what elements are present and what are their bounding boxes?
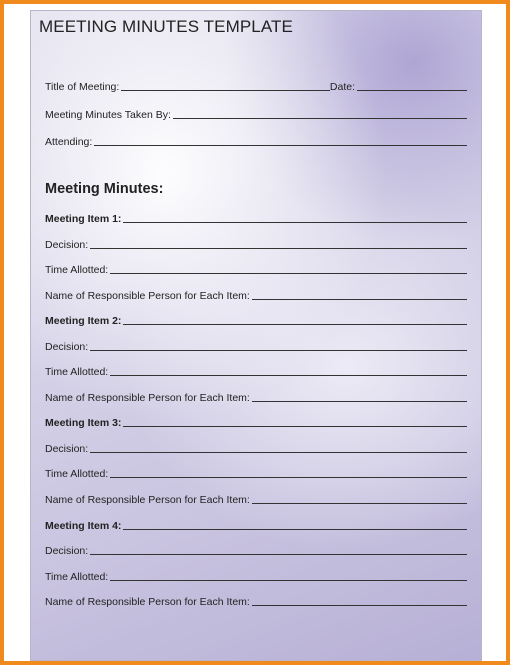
responsible-person-field[interactable] bbox=[252, 401, 467, 402]
time-allotted-row bbox=[45, 571, 467, 583]
decision-label: Decision: bbox=[45, 239, 89, 251]
time-allotted-row bbox=[45, 468, 467, 480]
attending-row bbox=[45, 136, 467, 148]
responsible-person-row bbox=[45, 290, 467, 302]
title-date-row bbox=[45, 81, 467, 93]
taken-by-row bbox=[45, 109, 467, 121]
responsible-person-row bbox=[45, 392, 467, 404]
meeting-item-row bbox=[45, 315, 467, 327]
meeting-item-label: Meeting Item 1: bbox=[45, 213, 122, 225]
decision-field[interactable] bbox=[90, 350, 467, 351]
document-title: MEETING MINUTES TEMPLATE bbox=[39, 17, 293, 36]
date-label: Date: bbox=[329, 81, 355, 93]
time-allotted-row bbox=[45, 366, 467, 378]
time-allotted-field[interactable] bbox=[110, 375, 467, 376]
time-allotted-label: Time Allotted: bbox=[45, 366, 109, 378]
meeting-item-row bbox=[45, 417, 467, 429]
meeting-item-field[interactable] bbox=[123, 529, 467, 530]
taken-by-field[interactable] bbox=[173, 118, 467, 119]
time-allotted-field[interactable] bbox=[110, 273, 467, 274]
time-allotted-field[interactable] bbox=[110, 580, 467, 581]
responsible-person-row bbox=[45, 596, 467, 608]
time-allotted-label: Time Allotted: bbox=[45, 264, 109, 276]
decision-row bbox=[45, 341, 467, 353]
responsible-person-row bbox=[45, 494, 467, 506]
meeting-item-row bbox=[45, 213, 467, 225]
responsible-person-field[interactable] bbox=[252, 503, 467, 504]
meeting-item-field[interactable] bbox=[123, 426, 467, 427]
decision-field[interactable] bbox=[90, 452, 467, 453]
meeting-item-label: Meeting Item 3: bbox=[45, 417, 122, 429]
decision-row bbox=[45, 443, 467, 455]
meeting-item-row bbox=[45, 520, 467, 532]
meeting-item-field[interactable] bbox=[123, 222, 467, 223]
date-field[interactable] bbox=[357, 90, 467, 91]
meeting-item-label: Meeting Item 4: bbox=[45, 520, 122, 532]
meeting-item-field[interactable] bbox=[123, 324, 467, 325]
title-of-meeting-label: Title of Meeting: bbox=[45, 81, 120, 93]
responsible-person-label: Name of Responsible Person for Each Item: bbox=[45, 494, 250, 506]
responsible-person-field[interactable] bbox=[252, 605, 467, 606]
attending-label: Attending: bbox=[45, 136, 93, 148]
decision-field[interactable] bbox=[90, 554, 467, 555]
responsible-person-label: Name of Responsible Person for Each Item: bbox=[45, 290, 250, 302]
decision-label: Decision: bbox=[45, 443, 89, 455]
decision-label: Decision: bbox=[45, 545, 89, 557]
template-sheet bbox=[30, 10, 482, 661]
time-allotted-label: Time Allotted: bbox=[45, 571, 109, 583]
decision-row bbox=[45, 545, 467, 557]
decision-label: Decision: bbox=[45, 341, 89, 353]
meeting-item-label: Meeting Item 2: bbox=[45, 315, 122, 327]
time-allotted-label: Time Allotted: bbox=[45, 468, 109, 480]
time-allotted-row bbox=[45, 264, 467, 276]
decision-row bbox=[45, 239, 467, 251]
title-of-meeting-field[interactable] bbox=[121, 90, 330, 91]
time-allotted-field[interactable] bbox=[110, 477, 467, 478]
responsible-person-label: Name of Responsible Person for Each Item: bbox=[45, 392, 250, 404]
responsible-person-label: Name of Responsible Person for Each Item: bbox=[45, 596, 250, 608]
decision-field[interactable] bbox=[90, 248, 467, 249]
taken-by-label: Meeting Minutes Taken By: bbox=[45, 109, 171, 121]
meeting-minutes-heading: Meeting Minutes: bbox=[45, 181, 164, 197]
responsible-person-field[interactable] bbox=[252, 299, 467, 300]
attending-field[interactable] bbox=[94, 145, 467, 146]
